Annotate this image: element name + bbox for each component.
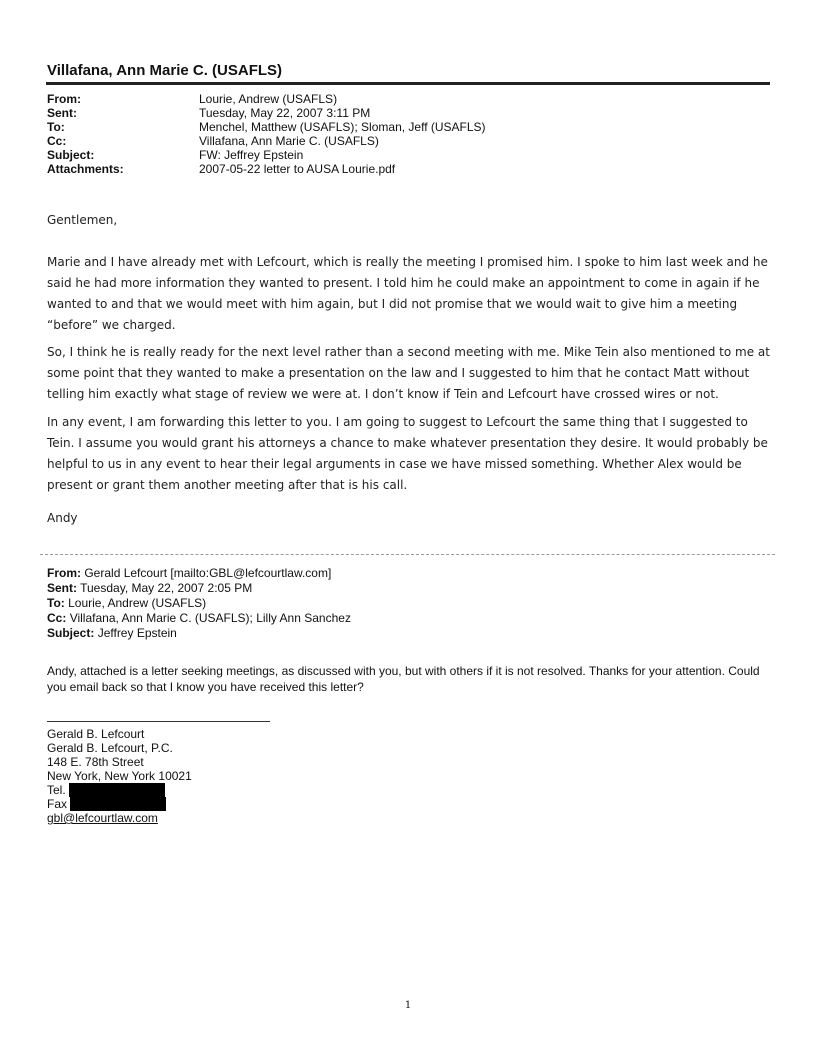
paragraph-2: So, I think he is really ready for the next level rather than a second meeting with me. Mike Tein also mentioned to me at some point that they wanted to make a presentation on the law and I suggested to him that he contact Matt without telling him exactly what stage of review we were at. I don’t know if Tein and Lefcourt have crossed wires or not.	[47, 345, 770, 401]
to-label: To:	[47, 120, 65, 134]
sig-fax-row	[47, 797, 192, 811]
from-label: From:	[47, 92, 81, 106]
email-header	[47, 92, 486, 176]
paragraph-3: In any event, I am forwarding this letter to you. I am going to suggest to Lefcourt the same thing that I suggested to Tein. I assume you would grant his attorneys a chance to make whatever presentation they desire. It would probably be helpful to us in any event to hear their legal arguments in case we have missed something. Whether Alex would be present or grant them another meeting after that is his call.	[47, 415, 768, 492]
fwd-sent-label: Sent:	[47, 581, 77, 595]
forwarded-body: Andy, attached is a letter seeking meetings, as discussed with you, but with others if it is not resolved. Thanks for your attention. Could you email back so that I know you have received this letter?	[47, 664, 760, 694]
sent-value: Tuesday, May 22, 2007 3:11 PM	[199, 106, 371, 120]
header-cc-row	[47, 134, 486, 148]
fwd-to-row	[47, 596, 351, 611]
header-attachments-row	[47, 162, 486, 176]
sig-firm: Gerald B. Lefcourt, P.C.	[47, 741, 173, 755]
sig-email-link[interactable]: gbl@lefcourtlaw.com	[47, 811, 158, 825]
sig-tel-row	[47, 783, 192, 797]
fwd-from-value: Gerald Lefcourt [mailto:GBL@lefcourtlaw.com]	[84, 566, 332, 580]
header-sent-row	[47, 106, 486, 120]
paragraph-1: Marie and I have already met with Lefcourt, which is really the meeting I promised him. I spoke to him last week and he said he had more information they wanted to present. I told him he could make an appointment to come in again if he wanted to and that we would meet with him again, but I did not promise that we would wait to give him a meeting “before” we charged.	[47, 255, 768, 332]
document-title: Villafana, Ann Marie C. (USAFLS)	[47, 62, 283, 79]
fwd-to-value: Lourie, Andrew (USAFLS)	[68, 596, 207, 610]
body-signoff	[47, 508, 777, 529]
fwd-cc-value: Villafana, Ann Marie C. (USAFLS); Lilly Ann Sanchez	[69, 611, 351, 625]
redaction-box	[69, 783, 165, 797]
fwd-cc-row	[47, 611, 351, 626]
cc-label: Cc:	[47, 134, 67, 148]
attachments-label: Attachments:	[47, 162, 124, 176]
header-from-row	[47, 92, 486, 106]
body-paragraph-3	[47, 412, 777, 496]
sig-name: Gerald B. Lefcourt	[47, 727, 145, 741]
page-number: 1	[404, 1000, 412, 1011]
fwd-subject-label: Subject:	[47, 626, 95, 640]
sig-street: 148 E. 78th Street	[47, 755, 144, 769]
subject-value: FW: Jeffrey Epstein	[199, 148, 304, 162]
title-rule	[46, 82, 770, 85]
subject-label: Subject:	[47, 148, 95, 162]
fwd-to-label: To:	[47, 596, 65, 610]
to-value: Menchel, Matthew (USAFLS); Sloman, Jeff (USAFLS)	[199, 120, 486, 134]
fwd-sent-row	[47, 581, 351, 596]
header-subject-row	[47, 148, 486, 162]
body-greeting	[47, 210, 777, 231]
cc-value: Villafana, Ann Marie C. (USAFLS)	[199, 134, 379, 148]
fwd-subject-value: Jeffrey Epstein	[97, 626, 177, 640]
body-paragraph-1	[47, 252, 777, 336]
fwd-subject-row	[47, 626, 351, 641]
sig-city: New York, New York 10021	[47, 769, 192, 783]
body-paragraph-2	[47, 342, 777, 405]
signature-rule	[47, 721, 270, 722]
fwd-from-label: From:	[47, 566, 81, 580]
signature-block	[47, 727, 192, 825]
redaction-box	[70, 797, 166, 811]
signoff: Andy	[47, 511, 78, 525]
header-to-row	[47, 120, 486, 134]
fwd-sent-value: Tuesday, May 22, 2007 2:05 PM	[80, 581, 253, 595]
sig-fax-label: Fax	[47, 797, 68, 811]
from-value: Lourie, Andrew (USAFLS)	[199, 92, 338, 106]
fwd-from-row	[47, 566, 351, 581]
forward-divider	[40, 554, 775, 555]
attachment-link[interactable]: 2007-05-22 letter to AUSA Lourie.pdf	[199, 162, 396, 176]
sent-label: Sent:	[47, 106, 77, 120]
sig-tel-label: Tel.	[47, 783, 66, 797]
greeting: Gentlemen,	[47, 213, 118, 227]
forwarded-header	[47, 566, 351, 641]
fwd-cc-label: Cc:	[47, 611, 67, 625]
